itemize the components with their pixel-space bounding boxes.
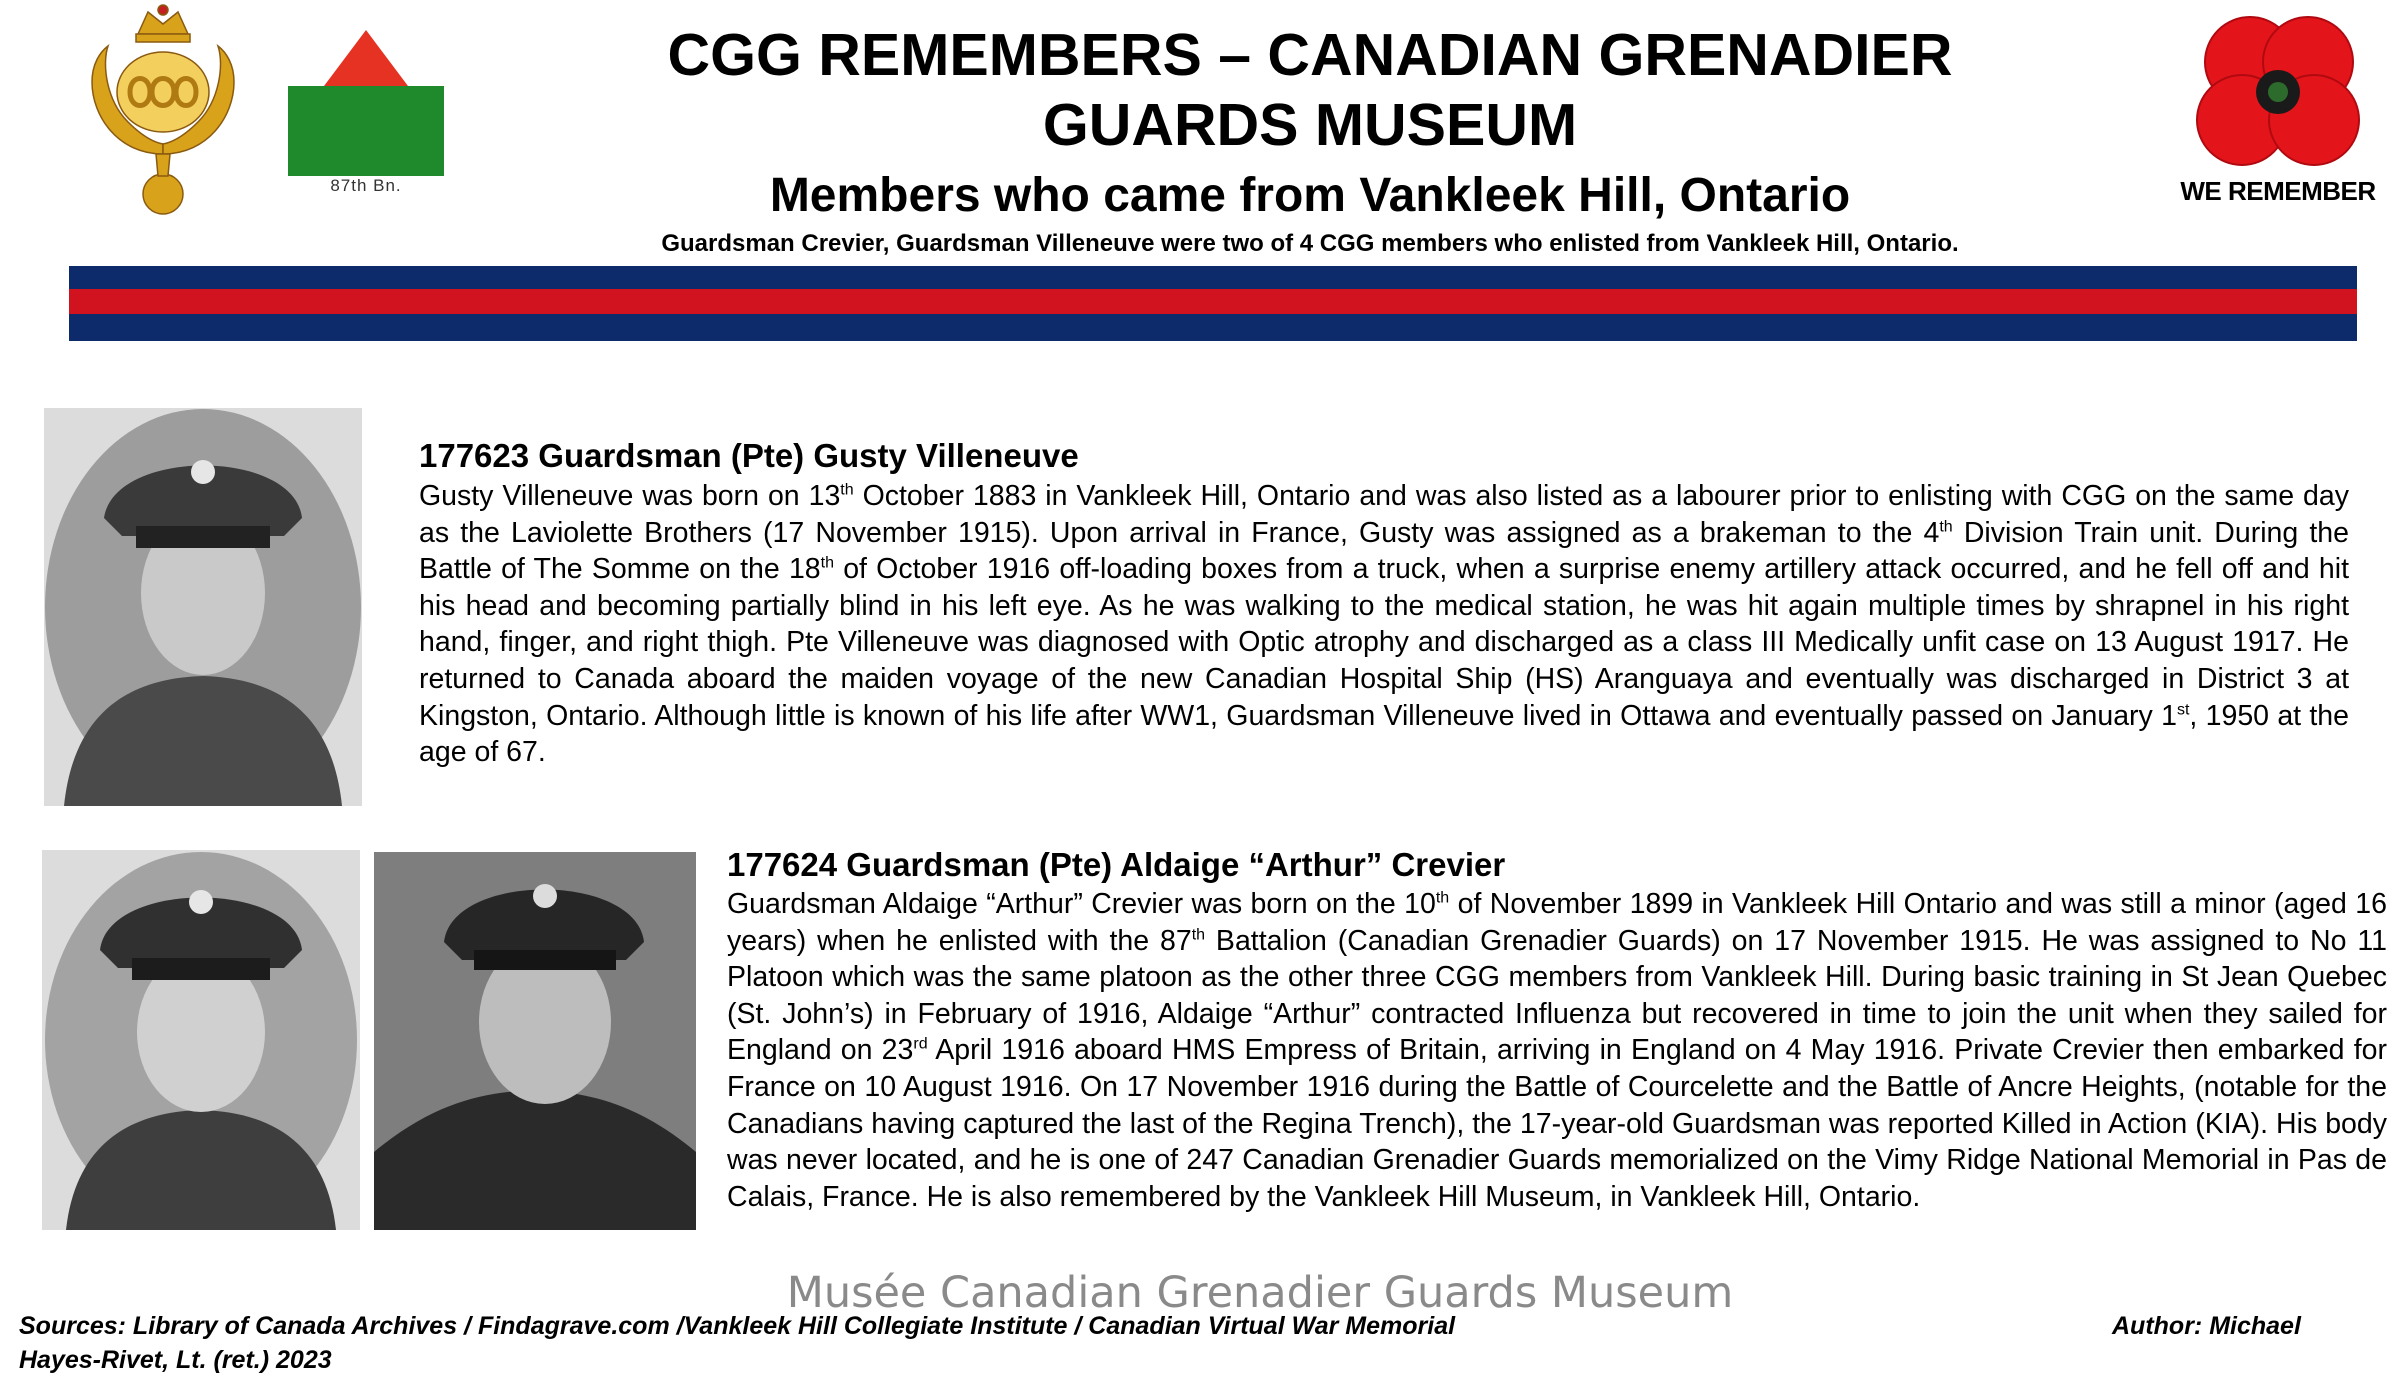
villeneuve-portrait-photo [44, 408, 362, 806]
museum-watermark: Musée Canadian Grenadier Guards Museum [786, 1268, 1734, 1318]
footer-sources: Sources: Library of Canada Archives / Findagrave.com /Vankleek Hill Collegiate Institute / Canadian Virtual War Memorial [19, 1312, 1456, 1340]
poppy-caption: WE REMEMBER [2180, 176, 2376, 206]
battalion-patch [286, 28, 446, 200]
crevier-entry-body: Guardsman Aldaige “Arthur” Crevier was born on the 10th of November 1899 in Vankleek Hill Ontario and was still a minor (aged 16 years) when he enlisted with the 87th Battalion (Canadian Grenadier Guards) on 17 November 1915. He was assigned to No 11 Platoon which was the same platoon as the other three CGG members from Vankleek Hill. During basic training in St Jean Quebec (St. John’s) in February of 1916, Aldaige “Arthur” contracted Influenza but recovered in time to join the unit when they sailed for England on 23rd April 1916 aboard HMS Empress of Britain, arriving in England on 4 May 1916. Private Crevier then embarked for France on 10 August 1916. On 17 November 1916 during the Battle of Courcelette and the Battle of Ancre Heights, (notable for the Canadians having captured the last of the Regina Trench), the 17-year-old Guardsman was reported Killed in Action (KIA). His body was never located, and he is one of 247 Canadian Grenadier Guards memorialized on the Vimy Ridge National Memorial in Pas de Calais, France. He is also remembered by the Vankleek Hill Museum, in Vankleek Hill, Ontario. [727, 888, 2387, 1213]
color-band-top [69, 266, 2357, 289]
footer-author-continued: Hayes-Rivet, Lt. (ret.) 2023 [19, 1346, 332, 1374]
crevier-portrait-photo-left [42, 850, 360, 1230]
villeneuve-entry-body: Gusty Villeneuve was born on 13th October 1883 in Vankleek Hill, Ontario and was also listed as a labourer prior to enlisting with CGG on the same day as the Laviolette Brothers (17 November 1915). Upon arrival in France, Gusty was assigned as a brakeman to the 4th Division Train unit. During the Battle of The Somme on the 18th of October 1916 off-loading boxes from a truck, when a surprise enemy artillery attack occurred, and he fell off and hit his head and becoming partially blind in his left eye. As he was walking to the medical station, he was hit again multiple times by shrapnel in his right hand, finger, and right thigh. Pte Villeneuve was diagnosed with Optic atrophy and discharged as a class III Medically unfit case on 13 August 1917. He returned to Canada aboard the maiden voyage of the new Canadian Hospital Ship (HS) Aranguaya and eventually was discharged in District 3 at Kingston, Ontario. Although little is known of his life after WW1, Guardsman Villeneuve lived in Ottawa and eventually passed on January 1st, 1950 at the age of 67. [419, 480, 2350, 769]
color-band-bottom [69, 314, 2357, 341]
crevier-portrait-photo-right [374, 852, 696, 1230]
page-subtitle: Members who came from Vankleek Hill, Ontario [769, 169, 1851, 222]
poppy-logo [2180, 10, 2376, 210]
page-intro: Guardsman Crevier, Guardsman Villeneuve were two of 4 CGG members who enlisted from Vankleek Hill, Ontario. [661, 230, 1959, 257]
color-band-middle [69, 289, 2357, 314]
crevier-entry-title: 177624 Guardsman (Pte) Aldaige “Arthur” Crevier [727, 846, 1506, 883]
villeneuve-entry-title: 177623 Guardsman (Pte) Gusty Villeneuve [419, 437, 1079, 474]
page-title: CGG REMEMBERS – CANADIAN GRENADIER GUARDS MUSEUM [667, 22, 1953, 158]
footer-author: Author: Michael [2112, 1312, 2301, 1340]
regimental-badge-logo [78, 4, 248, 226]
battalion-patch-caption: 87th Bn. [330, 176, 402, 195]
